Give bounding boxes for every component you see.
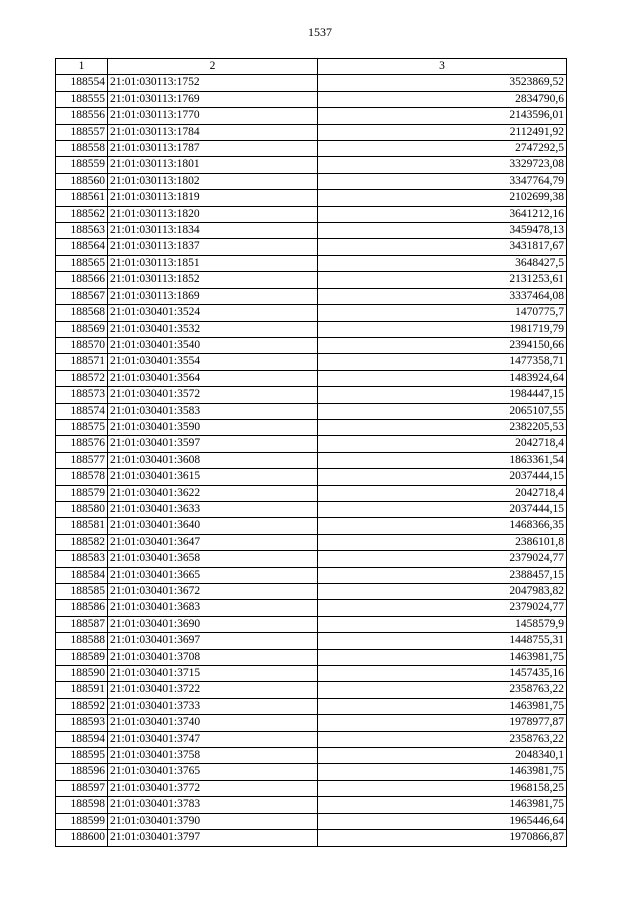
row-number-cell: 188585: [56, 584, 108, 600]
cadastral-value-cell: 1970866,87: [318, 830, 567, 846]
cadastral-number-cell: 21:01:030113:1819: [108, 190, 318, 206]
page-number: 1537: [308, 25, 332, 39]
table-row: [56, 518, 567, 534]
table-row: [56, 633, 567, 649]
row-number-cell: 188587: [56, 616, 108, 632]
table-row: [56, 403, 567, 419]
table-row: [56, 337, 567, 353]
row-number-cell: 188595: [56, 748, 108, 764]
column-header-2: 2: [108, 59, 318, 75]
row-number-cell: 188597: [56, 780, 108, 796]
table-row: [56, 584, 567, 600]
cadastral-value-cell: 2143596,01: [318, 108, 567, 124]
table-row: [56, 600, 567, 616]
table-row: [56, 91, 567, 107]
table-row: [56, 797, 567, 813]
row-number-cell: 188582: [56, 534, 108, 550]
row-number-cell: 188574: [56, 403, 108, 419]
cadastral-number-cell: 21:01:030401:3783: [108, 797, 318, 813]
cadastral-number-cell: 21:01:030113:1802: [108, 173, 318, 189]
cadastral-number-cell: 21:01:030401:3740: [108, 715, 318, 731]
cadastral-number-cell: 21:01:030401:3633: [108, 501, 318, 517]
cadastral-number-cell: 21:01:030113:1851: [108, 255, 318, 271]
row-number-cell: 188580: [56, 501, 108, 517]
row-number-cell: 188568: [56, 305, 108, 321]
cadastral-value-cell: 3648427,5: [318, 255, 567, 271]
table-row: [56, 567, 567, 583]
table-row: [56, 534, 567, 550]
cadastral-value-cell: 1470775,7: [318, 305, 567, 321]
table-row: [56, 698, 567, 714]
cadastral-number-cell: 21:01:030113:1787: [108, 141, 318, 157]
table-row: [56, 288, 567, 304]
cadastral-value-cell: 1483924,64: [318, 370, 567, 386]
cadastral-number-cell: 21:01:030401:3683: [108, 600, 318, 616]
row-number-cell: 188583: [56, 551, 108, 567]
cadastral-value-cell: 2112491,92: [318, 124, 567, 140]
cadastral-number-cell: 21:01:030401:3758: [108, 748, 318, 764]
row-number-cell: 188559: [56, 157, 108, 173]
cadastral-value-cell: 2382205,53: [318, 419, 567, 435]
cadastral-number-cell: 21:01:030401:3722: [108, 682, 318, 698]
cadastral-number-cell: 21:01:030401:3540: [108, 337, 318, 353]
cadastral-number-cell: 21:01:030401:3590: [108, 419, 318, 435]
row-number-cell: 188567: [56, 288, 108, 304]
row-number-cell: 188588: [56, 633, 108, 649]
row-number-cell: 188569: [56, 321, 108, 337]
row-number-cell: 188562: [56, 206, 108, 222]
row-number-cell: 188555: [56, 91, 108, 107]
cadastral-value-cell: 1477358,71: [318, 354, 567, 370]
row-number-cell: 188586: [56, 600, 108, 616]
cadastral-number-cell: 21:01:030113:1769: [108, 91, 318, 107]
row-number-cell: 188573: [56, 387, 108, 403]
table-row: [56, 141, 567, 157]
cadastral-value-cell: 1965446,64: [318, 813, 567, 829]
cadastral-value-cell: 2358763,22: [318, 682, 567, 698]
cadastral-number-cell: 21:01:030401:3672: [108, 584, 318, 600]
table-row: [56, 780, 567, 796]
table-row: [56, 206, 567, 222]
table-row: [56, 190, 567, 206]
row-number-cell: 188566: [56, 272, 108, 288]
cadastral-value-cell: 2394150,66: [318, 337, 567, 353]
table-row: [56, 649, 567, 665]
table-row: [56, 830, 567, 846]
row-number-cell: 188598: [56, 797, 108, 813]
cadastral-number-cell: 21:01:030113:1752: [108, 75, 318, 91]
cadastral-value-cell: 3337464,08: [318, 288, 567, 304]
row-number-cell: 188589: [56, 649, 108, 665]
cadastral-value-cell: 2386101,8: [318, 534, 567, 550]
cadastral-value-cell: 2037444,15: [318, 469, 567, 485]
cadastral-value-cell: 1463981,75: [318, 797, 567, 813]
cadastral-number-cell: 21:01:030113:1834: [108, 223, 318, 239]
table-row: [56, 469, 567, 485]
table-row: [56, 501, 567, 517]
row-number-cell: 188577: [56, 452, 108, 468]
cadastral-number-cell: 21:01:030401:3715: [108, 666, 318, 682]
table-row: [56, 682, 567, 698]
row-number-cell: 188579: [56, 485, 108, 501]
cadastral-number-cell: 21:01:030401:3797: [108, 830, 318, 846]
cadastral-value-cell: 2834790,6: [318, 91, 567, 107]
row-number-cell: 188572: [56, 370, 108, 386]
cadastral-number-cell: 21:01:030401:3608: [108, 452, 318, 468]
row-number-cell: 188581: [56, 518, 108, 534]
cadastral-number-cell: 21:01:030113:1852: [108, 272, 318, 288]
table-row: [56, 305, 567, 321]
cadastral-number-cell: 21:01:030113:1801: [108, 157, 318, 173]
row-number-cell: 188600: [56, 830, 108, 846]
cadastral-number-cell: 21:01:030401:3733: [108, 698, 318, 714]
cadastral-value-cell: 2065107,55: [318, 403, 567, 419]
cadastral-number-cell: 21:01:030401:3615: [108, 469, 318, 485]
cadastral-value-cell: 2747292,5: [318, 141, 567, 157]
cadastral-value-cell: 1448755,31: [318, 633, 567, 649]
table-row: [56, 354, 567, 370]
cadastral-value-cell: 2042718,4: [318, 436, 567, 452]
row-number-cell: 188596: [56, 764, 108, 780]
table-row: [56, 75, 567, 91]
table-row: [56, 551, 567, 567]
cadastral-number-cell: 21:01:030401:3583: [108, 403, 318, 419]
cadastral-number-cell: 21:01:030401:3658: [108, 551, 318, 567]
row-number-cell: 188599: [56, 813, 108, 829]
row-number-cell: 188584: [56, 567, 108, 583]
cadastral-value-cell: 3329723,08: [318, 157, 567, 173]
cadastral-number-cell: 21:01:030113:1784: [108, 124, 318, 140]
cadastral-number-cell: 21:01:030401:3772: [108, 780, 318, 796]
column-header-1: 1: [56, 59, 108, 75]
row-number-cell: 188594: [56, 731, 108, 747]
cadastral-value-cell: 1463981,75: [318, 698, 567, 714]
row-number-cell: 188564: [56, 239, 108, 255]
cadastral-value-cell: 3641212,16: [318, 206, 567, 222]
cadastral-value-cell: 1863361,54: [318, 452, 567, 468]
row-number-cell: 188560: [56, 173, 108, 189]
cadastral-number-cell: 21:01:030113:1770: [108, 108, 318, 124]
table-row: [56, 272, 567, 288]
table-row: [56, 485, 567, 501]
row-number-cell: 188554: [56, 75, 108, 91]
row-number-cell: 188575: [56, 419, 108, 435]
table-row: [56, 452, 567, 468]
cadastral-number-cell: 21:01:030401:3747: [108, 731, 318, 747]
row-number-cell: 188561: [56, 190, 108, 206]
row-number-cell: 188563: [56, 223, 108, 239]
row-number-cell: 188591: [56, 682, 108, 698]
cadastral-value-cell: 1463981,75: [318, 764, 567, 780]
cadastral-value-cell: 1968158,25: [318, 780, 567, 796]
cadastral-value-cell: 1458579,9: [318, 616, 567, 632]
table-row: [56, 813, 567, 829]
cadastral-value-cell: 3347764,79: [318, 173, 567, 189]
cadastral-number-cell: 21:01:030401:3647: [108, 534, 318, 550]
row-number-cell: 188571: [56, 354, 108, 370]
cadastral-value-cell: 1468366,35: [318, 518, 567, 534]
cadastral-number-cell: 21:01:030401:3790: [108, 813, 318, 829]
cadastral-number-cell: 21:01:030401:3622: [108, 485, 318, 501]
table-row: [56, 370, 567, 386]
cadastral-value-cell: 2048340,1: [318, 748, 567, 764]
cadastral-number-cell: 21:01:030401:3554: [108, 354, 318, 370]
cadastral-value-cell: 3523869,52: [318, 75, 567, 91]
header-row: [56, 59, 567, 75]
table-row: [56, 731, 567, 747]
cadastral-number-cell: 21:01:030401:3665: [108, 567, 318, 583]
cadastral-value-cell: 1984447,15: [318, 387, 567, 403]
table-row: [56, 108, 567, 124]
cadastral-value-cell: 1463981,75: [318, 649, 567, 665]
cadastral-number-cell: 21:01:030401:3532: [108, 321, 318, 337]
row-number-cell: 188592: [56, 698, 108, 714]
cadastral-value-cell: 2379024,77: [318, 600, 567, 616]
cadastral-value-cell: 2388457,15: [318, 567, 567, 583]
cadastral-value-cell: 3459478,13: [318, 223, 567, 239]
cadastral-value-cell: 2358763,22: [318, 731, 567, 747]
cadastral-value-cell: 1457435,16: [318, 666, 567, 682]
cadastral-number-cell: 21:01:030113:1837: [108, 239, 318, 255]
table-row: [56, 387, 567, 403]
row-number-cell: 188576: [56, 436, 108, 452]
row-number-cell: 188593: [56, 715, 108, 731]
row-number-cell: 188558: [56, 141, 108, 157]
table-row: [56, 157, 567, 173]
table-row: [56, 239, 567, 255]
cadastral-value-cell: 2037444,15: [318, 501, 567, 517]
cadastral-number-cell: 21:01:030401:3572: [108, 387, 318, 403]
row-number-cell: 188578: [56, 469, 108, 485]
cadastral-value-cell: 3431817,67: [318, 239, 567, 255]
table-row: [56, 321, 567, 337]
table-row: [56, 764, 567, 780]
row-number-cell: 188590: [56, 666, 108, 682]
cadastral-value-cell: 1981719,79: [318, 321, 567, 337]
cadastral-number-cell: 21:01:030401:3690: [108, 616, 318, 632]
table-row: [56, 715, 567, 731]
cadastral-number-cell: 21:01:030401:3640: [108, 518, 318, 534]
table-row: [56, 616, 567, 632]
table-row: [56, 436, 567, 452]
cadastral-number-cell: 21:01:030401:3524: [108, 305, 318, 321]
row-number-cell: 188557: [56, 124, 108, 140]
row-number-cell: 188556: [56, 108, 108, 124]
table-row: [56, 255, 567, 271]
table-row: [56, 666, 567, 682]
table-row: [56, 223, 567, 239]
table-row: [56, 173, 567, 189]
row-number-cell: 188570: [56, 337, 108, 353]
table-row: [56, 419, 567, 435]
cadastral-value-cell: 2102699,38: [318, 190, 567, 206]
cadastral-value-cell: 2042718,4: [318, 485, 567, 501]
cadastral-number-cell: 21:01:030401:3708: [108, 649, 318, 665]
table-body: [56, 75, 567, 846]
cadastral-number-cell: 21:01:030401:3765: [108, 764, 318, 780]
column-header-3: 3: [318, 59, 567, 75]
cadastral-value-cell: 2047983,82: [318, 584, 567, 600]
cadastral-value-cell: 2379024,77: [318, 551, 567, 567]
cadastral-number-cell: 21:01:030401:3697: [108, 633, 318, 649]
table-row: [56, 124, 567, 140]
cadastral-number-cell: 21:01:030113:1869: [108, 288, 318, 304]
cadastral-value-cell: 1978977,87: [318, 715, 567, 731]
cadastral-number-cell: 21:01:030401:3597: [108, 436, 318, 452]
cadastral-value-cell: 2131253,61: [318, 272, 567, 288]
cadastral-number-cell: 21:01:030113:1820: [108, 206, 318, 222]
table-row: [56, 748, 567, 764]
row-number-cell: 188565: [56, 255, 108, 271]
cadastral-number-cell: 21:01:030401:3564: [108, 370, 318, 386]
register-table: [55, 58, 567, 847]
table-header: [56, 59, 567, 75]
